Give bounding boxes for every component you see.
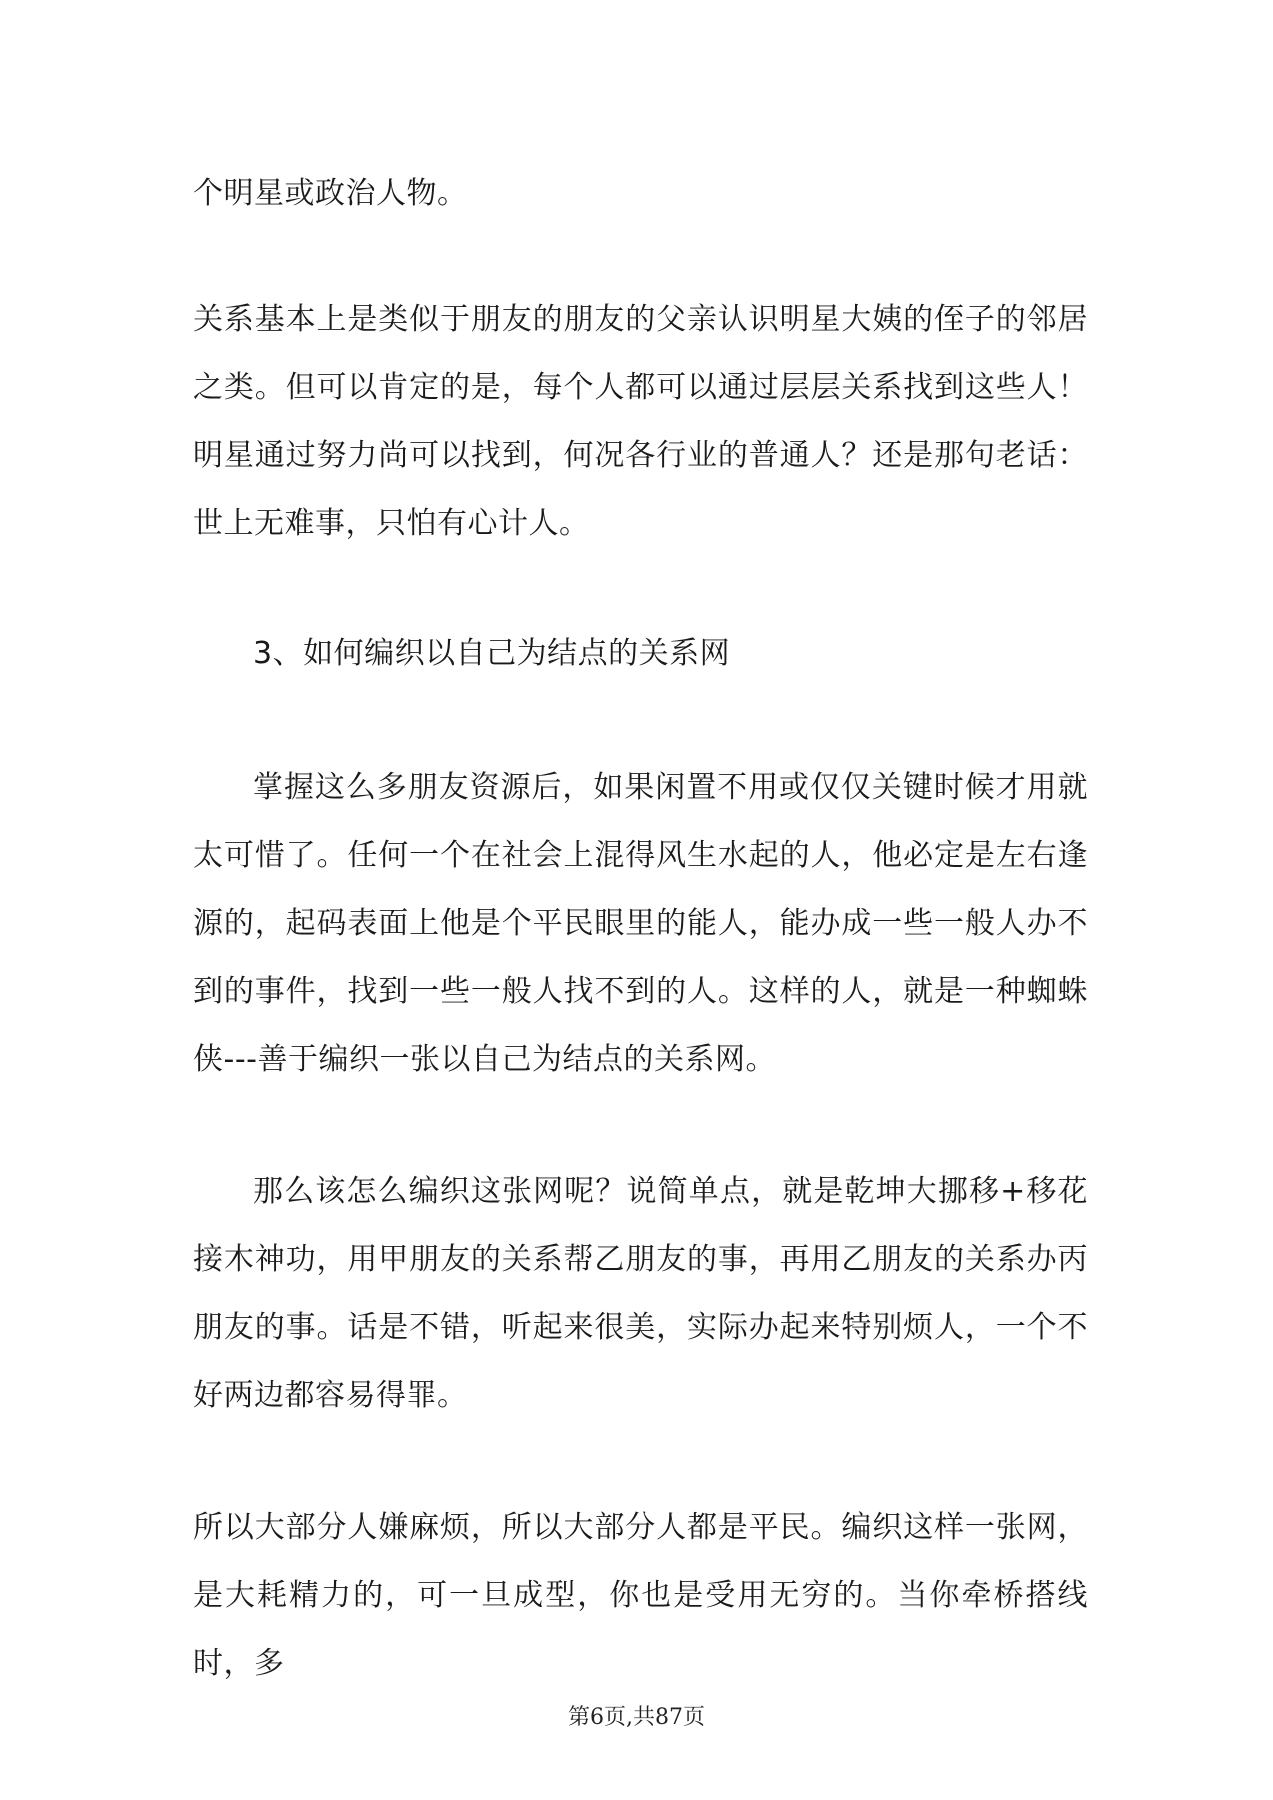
paragraph-relations: 关系基本上是类似于朋友的朋友的父亲认识明星大姨的侄子的邻居之类。但可以肯定的是，每个人都可以通过层层关系找到这些人！明星通过努力尚可以找到，何况各行业的普通人？还是那句老话：世上无难事，只怕有心计人。 [193, 302, 1088, 541]
paragraph-how-to-weave: 那么该怎么编织这张网呢？说简单点，就是乾坤大挪移+移花接木神功，用甲朋友的关系帮乙朋友的事，再用乙朋友的关系办丙朋友的事。话是不错，听起来很美，实际办起来特别烦人，一个不好两边都容易得罪。 [193, 1174, 1088, 1413]
page-number-footer: 第6页,共87页 [568, 1705, 705, 1730]
paragraph-conclusion: 所以大部分人嫌麻烦，所以大部分人都是平民。编织这样一张网，是大耗精力的，可一旦成型，你也是受用无穷的。当你牵桥搭线时，多 [193, 1510, 1088, 1681]
paragraph-continuation: 个明星或政治人物。 [193, 176, 468, 211]
paragraph-network: 掌握这么多朋友资源后，如果闲置不用或仅仅关键时候才用就太可惜了。任何一个在社会上混得风生水起的人，他必定是左右逢源的，起码表面上他是个平民眼里的能人，能办成一些一般人办不到的事件，找到一些一般人找不到的人。这样的人，就是一种蜘蛛侠---善于编织一张以自己为结点的关系网。 [193, 770, 1088, 1077]
section-heading: 3、如何编织以自己为结点的关系网 [253, 636, 731, 671]
document-body [193, 160, 1088, 1764]
